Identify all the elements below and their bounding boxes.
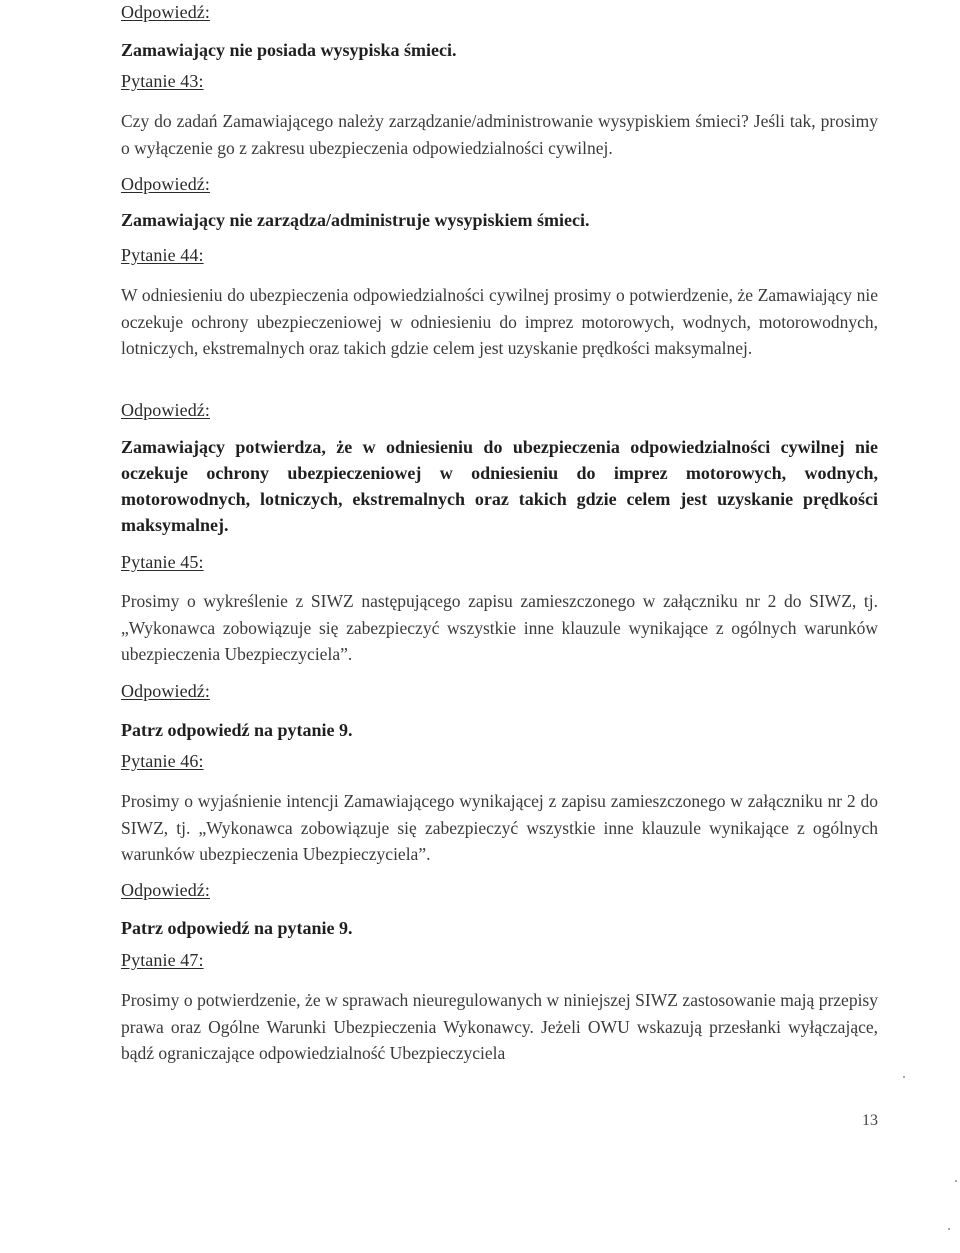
- question-label: Pytanie 46:: [121, 751, 204, 771]
- answer-text: Zamawiający nie posiada wysypiska śmieci.: [121, 40, 457, 60]
- scan-speck: [903, 1076, 905, 1078]
- answer-label: Odpowiedź:: [121, 2, 210, 22]
- answer-text: Patrz odpowiedź na pytanie 9.: [121, 918, 353, 938]
- question-text: W odniesieniu do ubezpieczenia odpowiedzialności cywilnej prosimy o potwierdzenie, że Zamawiający nie oczekuje ochrony ubezpieczeniowej w odniesieniu do imprez motorowych, wodnych, motorowodnych, lotniczych, ekstremalnych oraz takich gdzie celem jest uzyskanie prędkości maksymalnej.: [121, 285, 878, 358]
- scan-speck: [948, 1228, 950, 1230]
- page-number: 13: [862, 1112, 878, 1129]
- scan-speck: [955, 1180, 957, 1182]
- answer-text: Zamawiający nie zarządza/administruje wysypiskiem śmieci.: [121, 210, 590, 230]
- answer-label: Odpowiedź:: [121, 174, 210, 194]
- question-label: Pytanie 45:: [121, 552, 204, 572]
- answer-text: Zamawiający potwierdza, że w odniesieniu do ubezpieczenia odpowiedzialności cywilnej nie oczekuje ochrony ubezpieczeniowej w odniesieniu do imprez motorowych, wodnych, motorowodnych, lotniczych, ekstremalnych oraz takich gdzie celem jest uzyskanie prędkości maksymalnej.: [121, 437, 878, 535]
- question-text: Prosimy o wykreślenie z SIWZ następującego zapisu zamieszczonego w załączniku nr 2 do SIWZ, tj. „Wykonawca zobowiązuje się zabezpieczyć wszystkie inne klauzule wynikające z ogólnych warunków ubezpieczenia Ubezpieczyciela”.: [121, 591, 878, 664]
- question-label: Pytanie 43:: [121, 71, 204, 91]
- question-text: Czy do zadań Zamawiającego należy zarządzanie/administrowanie wysypiskiem śmieci? Jeśli tak, prosimy o wyłączenie go z zakresu ubezpieczenia odpowiedzialności cywilnej.: [121, 111, 878, 158]
- answer-label: Odpowiedź:: [121, 681, 210, 701]
- question-label: Pytanie 44:: [121, 245, 204, 265]
- question-label: Pytanie 47:: [121, 950, 204, 970]
- answer-label: Odpowiedź:: [121, 880, 210, 900]
- question-text: Prosimy o potwierdzenie, że w sprawach nieuregulowanych w niniejszej SIWZ zastosowanie mają przepisy prawa oraz Ogólne Warunki Ubezpieczenia Wykonawcy. Jeżeli OWU wskazują przesłanki wyłączające, bądź ograniczające odpowiedzialność Ubezpieczyciela: [121, 990, 878, 1063]
- answer-label: Odpowiedź:: [121, 400, 210, 420]
- answer-text: Patrz odpowiedź na pytanie 9.: [121, 720, 353, 740]
- question-text: Prosimy o wyjaśnienie intencji Zamawiającego wynikającej z zapisu zamieszczonego w załączniku nr 2 do SIWZ, tj. „Wykonawca zobowiązuje się zabezpieczyć wszystkie inne klauzule wynikające z ogólnych warunków ubezpieczenia Ubezpieczyciela”.: [121, 791, 878, 864]
